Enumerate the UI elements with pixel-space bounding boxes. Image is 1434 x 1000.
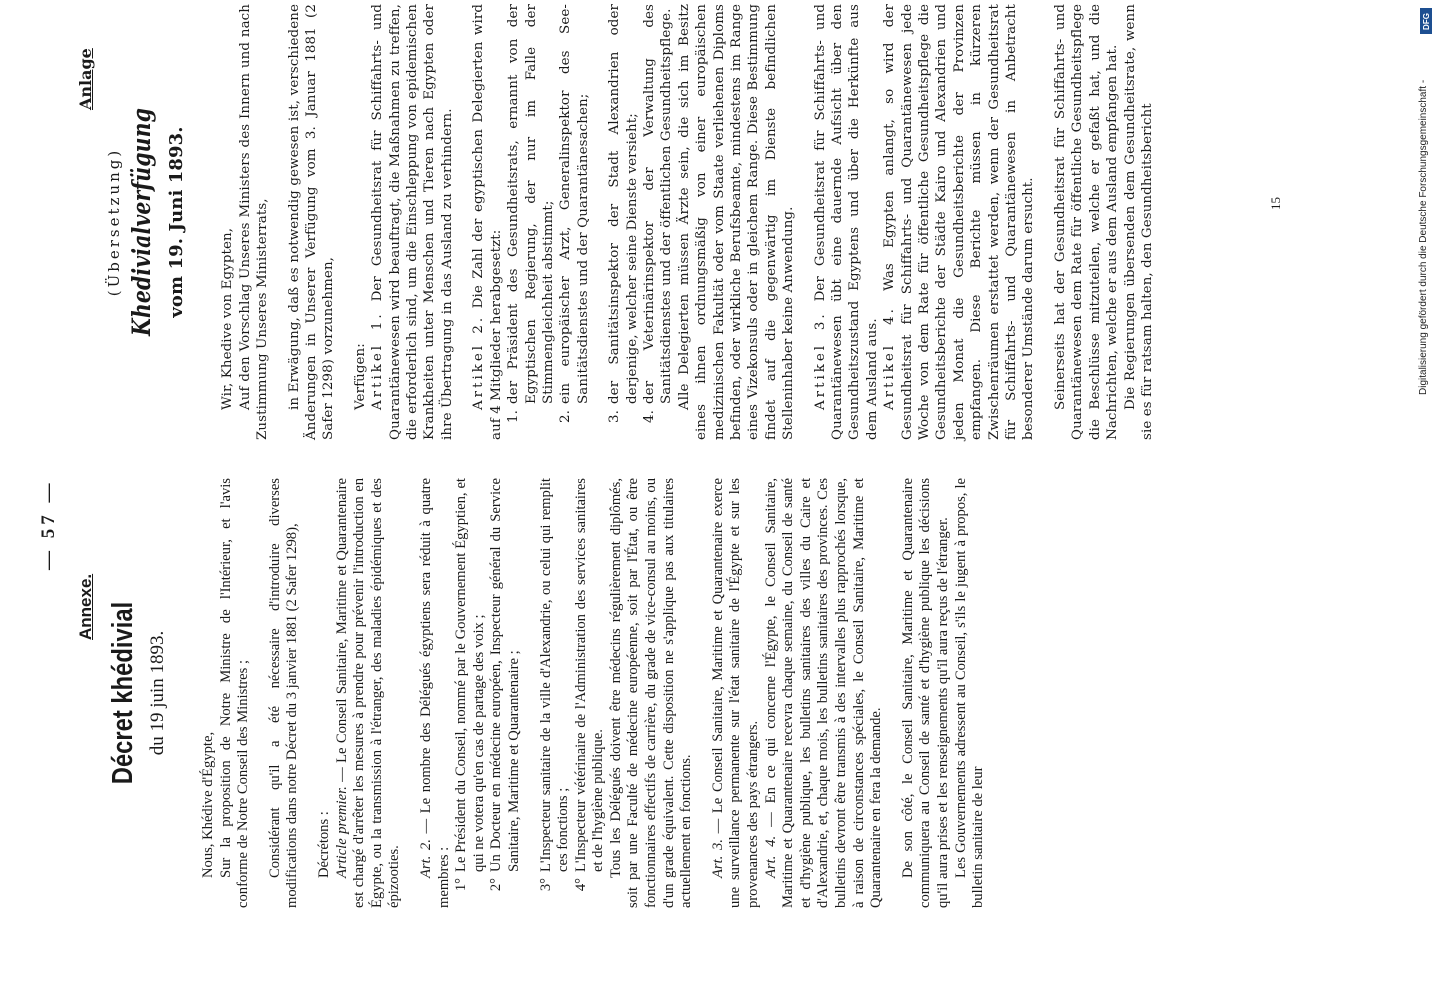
german-over-title: (Übersetzung) — [105, 147, 123, 297]
list-item: 1° Le Président du Conseil, nommé par le Gouvernement Égyptien, et qui ne votera qu'en cas de partage des voix ; — [453, 478, 487, 892]
article-label: Artikel 1. — [370, 311, 386, 410]
article-label: Art. 3. — [709, 839, 726, 878]
article-label: Artikel 4. — [882, 306, 898, 410]
german-article-4: Artikel 4. Was Egypten anlangt, so wird der Gesundheitsrat für Schiffahrts- und Quarantänewesen jede Woche von dem Rate für öffentliche Gesundheitspflege die Gesundheitsberichte der Städte Kairo und Alexandrien und jeden Monat die Gesundheitsberichte der Provinzen empfangen. Diese Berichte müssen in kürzeren Zwischenräumen erstattet werden, wenn der Gesundheitsrat für Schiffahrts- und Quarantänewesen in Anbetracht besonderer Umstände darum ersucht. — [882, 4, 1037, 440]
dfg-logo — [1420, 8, 1432, 34]
french-article-4: Art. 4. — En ce qui concerne l'Égypte, le Conseil Sanitaire, Maritime et Quarantenaire recevra chaque semaine, du Conseil de santé et d'hygiène publique, les bulletins sanitaires des villes du Caire et d'Alexandrie, et, chaque mois, les bulletins sanitaires des provinces. Ces bulletins devront être transmis à des intervalles plus rapprochés lorsque, à raison de circonstances spéciales, le Conseil Sanitaire, Maritime et Quarantenaire en fera la demande. — [762, 477, 885, 908]
rotated-book-page — [8, 0, 1298, 1000]
digitization-note — [1416, 10, 1432, 990]
footer-page-number: 15 — [1268, 197, 1283, 210]
list-item: 4. der Veterinärinspektor der Verwaltung des Sanitätsdienstes und der öffentlichen Gesundheitspflege. — [641, 4, 675, 423]
german-paragraph: Seinerseits hat der Gesundheitsrat für Schiffahrts- und Quarantänewesen dem Rate für öffentliche Gesundheitspflege die Beschlüsse mitzuteilen, welche er gefaßt hat, und die Nachrichten, welche er aus dem Ausland empfangen hat. — [1052, 4, 1121, 440]
german-title: Khedivialverfügung — [127, 107, 157, 337]
french-title-block — [106, 478, 170, 908]
german-section-label: Anlage — [76, 48, 95, 110]
article-label: Art. 2. — [417, 839, 434, 878]
article-label: Artikel 3. — [812, 311, 828, 410]
french-paragraph: Considérant qu'il a été nécessaire d'introduire diverses modifications dans notre Décret du 3 janvier 1881 (2 Safer 1298), — [266, 478, 301, 908]
german-verfuegen: Verfügen: — [352, 343, 368, 410]
german-paragraph: in Erwägung, daß es notwendig gewesen ist, verschiedene Änderungen in Unserer Verfügung vom 3. Januar 1881 (2 Safer 1298) vorzunehmen, — [286, 4, 337, 440]
digitization-note-text: Digitalisierung gefördert durch die Deutsche Forschungsgemeinschaft - — [1418, 79, 1429, 395]
french-article-3: Art. 3. — Le Conseil Sanitaire, Maritime et Quarantenaire exerce une surveillance permanente sur l'état sanitaire de l'Égypte et sur les provenances des pays étrangers. — [709, 478, 762, 908]
french-column — [78, 478, 988, 908]
german-paragraph: Die Regierungen übersenden dem Gesundheitsrate, wenn sie es für ratsam halten, den Gesundheitsbericht — [1122, 4, 1155, 440]
french-date: du 19 juin 1893. — [147, 630, 168, 756]
list-item: 1. der Präsident des Gesundheitsrats, ernannt von der Egyptischen Regierung, der nur im Falle der Stimmengleichheit abstimmt; — [506, 4, 556, 423]
german-article-1: Artikel 1. Der Gesundheitsrat für Schiffahrts- und Quarantänewesen wird beauftragt, die Maßnahmen zu treffen, die erforderlich sind, um die Einschleppung von epidemischen Krankheiten unter Menschen und Tieren nach Egypten oder ihre Übertragung in das Ausland zu verhindern. — [370, 3, 455, 440]
german-intro: Wir, Khedive von Egypten, — [220, 227, 236, 410]
list-item: 3. der Sanitätsinspektor der Stadt Alexandrien oder derjenige, welcher seine Dienste versieht; — [607, 4, 640, 423]
german-paragraph: Alle Delegierten müssen Ärzte sein, die sich im Besitz eines ihnen ordnungsmäßig von einer europäischen medizinischen Fakultät oder vom Staate verliehenen Diploms befinden, oder wirkliche Berufsbeamte, mindestens im Range eines Vizekonsuls oder in gleichem Range. Diese Bestimmung findet auf die gegenwärtig im Dienste befindlichen Stelleninhaber keine Anwendung. — [676, 4, 797, 440]
french-title: Décret khédivial — [107, 601, 139, 785]
list-item: 3° L'Inspecteur sanitaire de la ville d'Alexandrie, ou celui qui remplit ces fonctions ; — [537, 478, 572, 892]
french-paragraph: De son côté, le Conseil Sanitaire, Maritime et Quarantenaire communiquera au Conseil de santé et d'hygiène publique les décisions qu'il aura prises et les renseignements qu'il aura reçus de l'étranger. — [899, 478, 951, 908]
french-article-1: Article premier. — Le Conseil Sanitaire, Maritime et Quarantenaire est chargé d'arrêter les mesures à prendre pour prévenir l'introduction en Égypte, ou la transmission à l'étranger, des maladies épidémiques et des épizooties. — [333, 478, 403, 908]
article-label: Art. 4. — [762, 835, 779, 878]
german-date: vom 19. Juni 1893. — [166, 126, 188, 318]
french-article-2: Art. 2. — Le nombre des Délégués égyptiens sera réduit à quatre membres : — [417, 478, 452, 908]
german-article-3: Artikel 3. Der Gesundheitsrat für Schiffahrts- und Quarantänewesen übt eine dauernde Aufsicht über den Gesundheitszustand Egyptens und über die Herkünfte aus dem Ausland aus. — [812, 3, 880, 440]
article-label: Article premier. — [333, 786, 350, 878]
french-paragraph: Sur la proposition de Notre Ministre de l'Intérieur, et l'avis conforme de Notre Conseil des Ministres ; — [217, 478, 252, 908]
french-intro: Nous, Khédive d'Égypte, — [200, 731, 216, 878]
german-article-2: Artikel 2. Die Zahl der egyptischen Delegierten wird auf 4 Mitglieder herabgesetzt: — [471, 3, 504, 440]
german-column — [78, 4, 1156, 440]
german-title-block — [106, 4, 189, 440]
list-item: 4° L'Inspecteur vétérinaire de l'Administration des services sanitaires et de l'hygiène publique. — [572, 478, 607, 892]
german-paragraph: Auf den Vorschlag Unseres Ministers des Innern und nach Zustimmung Unseres Ministerrats, — [237, 4, 271, 440]
article-label: Artikel 2. — [471, 314, 487, 410]
french-decretons: Décrétons : — [315, 811, 332, 878]
french-paragraph: Les Gouvernements adressent au Conseil, s'ils le jugent à propos, le bulletin sanitaire de leur — [952, 478, 987, 908]
list-item: 2° Un Docteur en médecine européen, Inspecteur général du Service Sanitaire, Maritime et Quarantenaire ; — [488, 478, 522, 892]
french-paragraph: Tous les Délégués doivent être médecins régulièrement diplômés, soit par une Faculté de médecine européenne, soit par l'État, ou être fonctionnaires effectifs de carrière, du grade de vice-consul au moins, ou d'un grade équivalent. Cette disposition ne s'applique pas aux titulaires actuellement en fonctions. — [607, 478, 695, 908]
french-section-label: Annexe. — [76, 573, 95, 640]
page-number: — 57 — — [38, 479, 59, 570]
list-item: 2. ein europäischer Arzt, Generalinspektor des See-Sanitätsdienstes und der Quarantänesachen; — [558, 4, 591, 423]
dfg-logo-text: DFG — [1421, 12, 1431, 30]
